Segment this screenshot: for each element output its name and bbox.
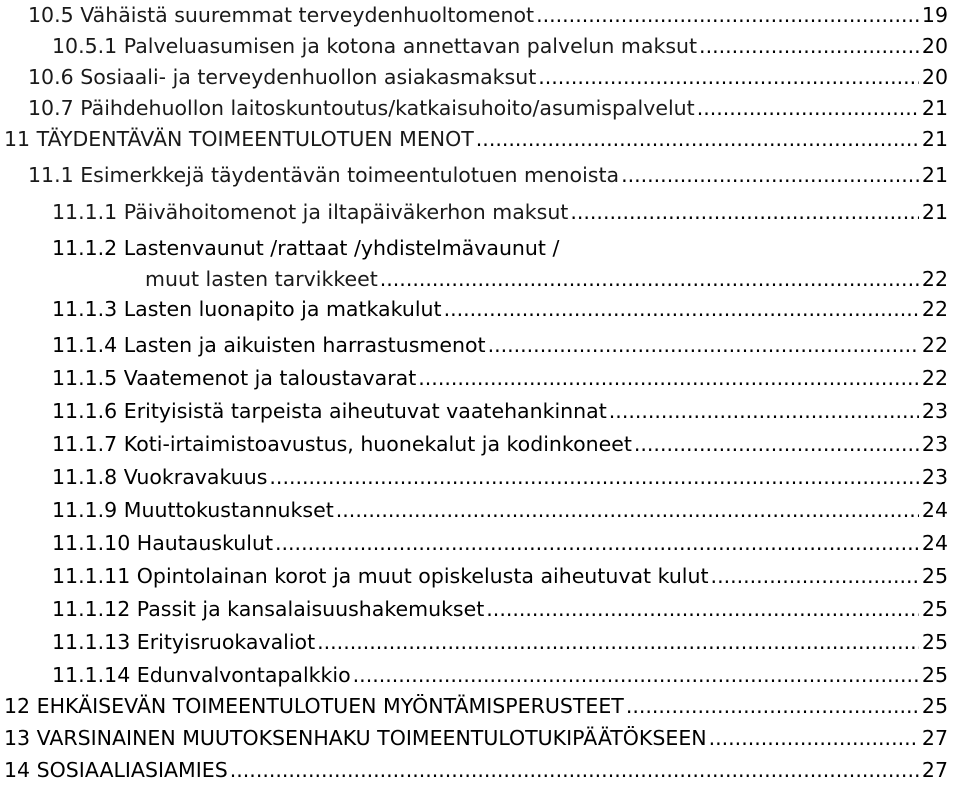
dot-leader	[488, 330, 919, 360]
toc-entry-number: 11.1.1	[52, 200, 118, 224]
toc-entry[interactable]	[4, 755, 948, 785]
toc-entry[interactable]	[52, 31, 948, 61]
toc-entry-page: 21	[921, 127, 948, 151]
toc-entry-number: 10.6	[28, 65, 74, 89]
toc-entry-page: 27	[921, 758, 948, 782]
toc-entry[interactable]	[28, 62, 948, 92]
toc-entry-page: 25	[921, 597, 948, 621]
dot-leader	[634, 429, 919, 459]
toc-entry-page: 21	[921, 200, 948, 224]
toc-entry[interactable]	[52, 429, 948, 459]
toc-entry-page: 22	[921, 297, 948, 321]
toc-entry-page: 24	[921, 531, 948, 555]
dot-leader	[380, 264, 919, 294]
toc-entry-page: 20	[921, 65, 948, 89]
dot-leader	[626, 691, 919, 721]
toc-entry-title: Opintolainan korot ja muut opiskelusta aiheutuvat kulut	[136, 564, 709, 588]
toc-entry-number: 10.7	[28, 96, 74, 120]
toc-entry-number: 10.5.1	[52, 34, 118, 58]
dot-leader	[317, 627, 919, 657]
toc-entry-page: 22	[921, 333, 948, 357]
toc-entry-number: 11.1.5	[52, 366, 118, 390]
toc-entry-number: 11.1.8	[52, 465, 118, 489]
dot-leader	[609, 396, 919, 426]
toc-entry[interactable]	[4, 124, 948, 154]
toc-entry-page: 25	[921, 663, 948, 687]
toc-entry-page: 25	[921, 630, 948, 654]
toc-entry-title: Palveluasumisen ja kotona annettavan palvelun maksut	[123, 34, 698, 58]
toc-entry-title-continued: muut lasten tarvikkeet	[145, 267, 378, 291]
toc-entry-number: 14	[4, 758, 31, 782]
toc-entry-number: 11.1.12	[52, 597, 131, 621]
toc-entry-title: Esimerkkejä täydentävän toimeentulotuen menoista	[80, 163, 620, 187]
toc-entry-title: Muuttokustannukset	[123, 498, 334, 522]
toc-entry[interactable]	[52, 528, 948, 558]
toc-entry-page: 20	[921, 34, 948, 58]
toc-entry-page: 21	[921, 163, 948, 187]
dot-leader	[486, 594, 919, 624]
toc-entry-number: 11.1	[28, 163, 74, 187]
toc-entry[interactable]	[52, 462, 948, 492]
toc-entry-title: SOSIAALIASIAMIES	[36, 758, 228, 782]
toc-entry-title: TÄYDENTÄVÄN TOIMEENTULOTUEN MENOT	[36, 127, 474, 151]
toc-entry[interactable]	[4, 691, 948, 721]
toc-entry-number: 11.1.3	[52, 297, 118, 321]
toc-entry-title: Päihdehuollon laitoskuntoutus/katkaisuhoito/asumispalvelut	[80, 96, 695, 120]
toc-entry-number: 11	[4, 127, 31, 151]
toc-entry-title: EHKÄISEVÄN TOIMEENTULOTUEN MYÖNTÄMISPERUSTEET	[36, 694, 624, 718]
toc-entry-page: 23	[921, 399, 948, 423]
toc-entry-page: 23	[921, 465, 948, 489]
toc-entry[interactable]	[52, 627, 948, 657]
toc-entry-page: 24	[921, 498, 948, 522]
dot-leader	[444, 294, 919, 324]
toc-entry-number: 11.1.13	[52, 630, 131, 654]
toc-entry[interactable]	[52, 396, 948, 426]
dot-leader	[699, 31, 919, 61]
dot-leader	[230, 755, 919, 785]
toc-entry[interactable]	[52, 197, 948, 227]
toc-entry-page: 23	[921, 432, 948, 456]
toc-entry[interactable]	[52, 660, 948, 690]
dot-leader	[711, 561, 919, 591]
toc-entry[interactable]	[28, 93, 948, 123]
toc-entry-title: Vuokravakuus	[123, 465, 268, 489]
toc-entry-page: 22	[921, 267, 948, 291]
dot-leader	[570, 197, 919, 227]
dot-leader	[709, 723, 919, 753]
toc-entry-number: 11.1.9	[52, 498, 118, 522]
dot-leader	[621, 160, 919, 190]
toc-entry[interactable]	[28, 160, 948, 190]
toc-entry-title: Edunvalvontapalkkio	[136, 663, 351, 687]
toc-entry-number: 11.1.10	[52, 531, 131, 555]
toc-entry-number: 13	[4, 726, 31, 750]
toc-entry[interactable]	[52, 495, 948, 525]
toc-entry-title: Erityisruokavaliot	[136, 630, 316, 654]
toc-entry-number: 11.1.11	[52, 564, 131, 588]
toc-entry-number: 11.1.4	[52, 333, 118, 357]
dot-leader	[353, 660, 919, 690]
dot-leader	[476, 124, 919, 154]
toc-entry-title: Lastenvaunut /rattaat /yhdistelmävaunut /	[123, 236, 560, 260]
dot-leader	[538, 62, 919, 92]
toc-entry[interactable]	[52, 594, 948, 624]
dot-leader	[269, 462, 919, 492]
dot-leader	[275, 528, 919, 558]
toc-entry[interactable]	[52, 233, 948, 295]
toc-entry[interactable]	[52, 294, 948, 324]
toc-entry[interactable]	[4, 723, 948, 753]
toc-entry-number: 11.1.6	[52, 399, 118, 423]
dot-leader	[697, 93, 919, 123]
toc-entry-title: Lasten ja aikuisten harrastusmenot	[123, 333, 486, 357]
toc-entry-title: Koti-irtaimistoavustus, huonekalut ja kodinkoneet	[123, 432, 632, 456]
toc-entry[interactable]	[52, 363, 948, 393]
toc-entry-title: Päivähoitomenot ja iltapäiväkerhon maksut	[123, 200, 569, 224]
toc-entry-page: 25	[921, 564, 948, 588]
toc-entry-number: 11.1.14	[52, 663, 131, 687]
toc-entry-number: 11.1.7	[52, 432, 118, 456]
toc-entry-page: 27	[921, 726, 948, 750]
toc-entry-page: 25	[921, 694, 948, 718]
dot-leader	[418, 363, 919, 393]
toc-entry-title: Lasten luonapito ja matkakulut	[123, 297, 442, 321]
toc-entry-number: 12	[4, 694, 31, 718]
toc-entry[interactable]	[28, 0, 948, 30]
toc-entry-title: Vähäistä suuremmat terveydenhuoltomenot	[80, 3, 535, 27]
toc-entry[interactable]	[52, 561, 948, 591]
toc-entry-title: Erityisistä tarpeista aiheutuvat vaatehankinnat	[123, 399, 607, 423]
toc-entry[interactable]	[52, 330, 948, 360]
toc-entry-title: VARSINAINEN MUUTOKSENHAKU TOIMEENTULOTUKIPÄÄTÖKSEEN	[36, 726, 707, 750]
toc-entry-title: Passit ja kansalaisuushakemukset	[136, 597, 485, 621]
toc-entry-title: Hautauskulut	[136, 531, 273, 555]
toc-entry-page: 21	[921, 96, 948, 120]
dot-leader	[336, 495, 919, 525]
toc-entry-title: Sosiaali- ja terveydenhuollon asiakasmaksut	[80, 65, 537, 89]
toc-entry-page: 19	[921, 3, 948, 27]
toc-entry-title: Vaatemenot ja taloustavarat	[123, 366, 417, 390]
toc-entry-number: 11.1.2	[52, 236, 118, 260]
toc-entry-page: 22	[921, 366, 948, 390]
dot-leader	[536, 0, 919, 30]
toc-entry-number: 10.5	[28, 3, 74, 27]
